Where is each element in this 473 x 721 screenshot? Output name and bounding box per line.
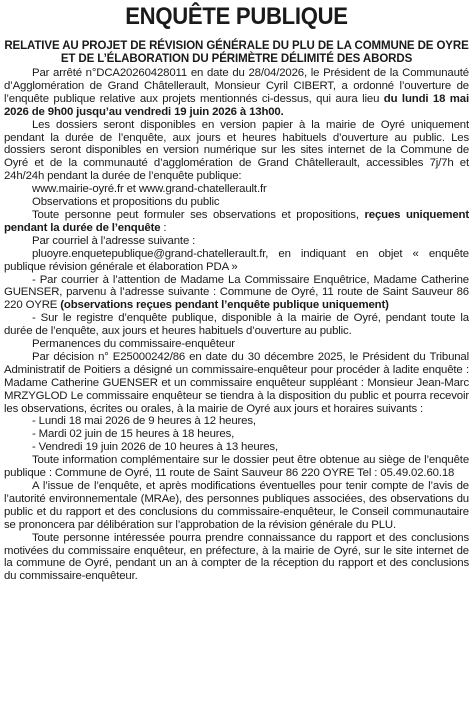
- email-address-paragraph: pluoyre.enquetepublique@grand-chatellerault.fr, en indiquant en objet « enquête publique révision générale et élaboration PDA »: [4, 247, 469, 273]
- paragraph-information: Toute information complémentaire sur le dossier peut être obtenue au siège de l’enquête publique : Commune de Oyré, 11 route de Saint Sauveur 86 220 OYRE Tel : 05.49.02.60.18: [4, 454, 469, 480]
- section-heading-permanences: Permanences du commissaire-enquêteur: [32, 338, 235, 351]
- courrier-text: - Par courrier à l’attention de Madame La Commissaire Enquêtrice, Madame Catherine GUENSER, parvenu à l’adresse suivante : Commune de Oyré, 11 route de Saint Sauveur 86 220 OYRE: [4, 273, 469, 312]
- observations-end: :: [160, 221, 167, 234]
- email-intro: Par courriel à l’adresse suivante :: [32, 234, 196, 247]
- paragraph-issue: A l’issue de l’enquête, et après modifications éventuelles pour tenir compte de l’avis de l’autorité environnementale (MRAe), des personnes publiques associées, des observations du public et du rapport et des conclusions du commissaire-enquêteur, le Conseil communautaire se prononcera par délibération sur l’approbation de la révision générale du PLU.: [4, 480, 469, 531]
- permanence-item: - Lundi 18 mai 2026 de 9 heures à 12 heures,: [32, 415, 256, 428]
- paragraph-courrier: [4, 274, 469, 313]
- permanence-item: - Mardi 02 juin de 15 heures à 18 heures,: [32, 428, 235, 441]
- observations-bold: reçues uniquement pendant la durée de l’enquête: [4, 208, 469, 234]
- paragraph-dossiers: Les dossiers seront disponibles en version papier à la mairie de Oyré uniquement pendant la durée de l’enquête, aux jours et heures habituels d’ouverture au public. Les dossiers seront disponibles en version numérique sur les sites internet de la Commune de Oyré et de la communauté d’agglomération de Grand Châtellerault, accessibles 7j/7h et 24h/24h pendant la durée de l’enquête publique:: [4, 118, 469, 183]
- paragraph-observations: [4, 209, 469, 235]
- arrete-text: Par arrêté n°DCA20260428011 en date du 28/04/2026, le Président de la Communauté d’Agglomération de Grand Châtellerault, Monsieur Cyril CIBERT, a ordonné l’ouverture de l’enquête publique relative aux projets mentionnés ci-dessus, qui aura lieu: [4, 67, 469, 105]
- permanence-item: - Vendredi 19 juin 2026 de 10 heures à 13 heures,: [32, 441, 278, 454]
- paragraph-consultation: Toute personne intéressée pourra prendre connaissance du rapport et des conclusions motivées du commissaire enquêteur, en préfecture, à la mairie de Oyré, sur le site internet de la commune de Oyré, pendant un an à compter de la réception du rapport et des conclusions du commissaire-enquêteur.: [4, 531, 469, 583]
- paragraph-registre: - Sur le registre d’enquête publique, disponible à la mairie de Oyré, pendant toute la durée de l’enquête, aux jours et heures habituels d’ouverture au public.: [4, 312, 469, 338]
- enquete-dates: du lundi 18 mai 2026 de 9h00 jusqu’au vendredi 19 juin 2026 à 13h00.: [4, 92, 469, 118]
- notice-title: ENQUÊTE PUBLIQUE: [125, 3, 348, 30]
- paragraph-decision: Par décision n° E25000242/86 en date du 30 décembre 2025, le Président du Tribunal Administratif de Poitiers a désigné un commissaire-enquêteur pour procéder à ladite enquête : Madame Catherine GUENSER et un commissaire enquêteur suppléant : Monsieur Jean-Marc MRZYGLOD Le commissaire enquêteur se tiendra à la disposition du public et pourra recevoir les observations, écrites ou orales, à la mairie de Oyré aux jours et horaires suivants :: [4, 350, 469, 415]
- website-links: www.mairie-oyré.fr et www.grand-chatellerault.fr: [32, 183, 267, 196]
- section-heading-observations: Observations et propositions du public: [32, 196, 220, 209]
- notice-subtitle: RELATIVE AU PROJET DE RÉVISION GÉNÉRALE DU PLU DE LA COMMUNE DE OYRE ET DE L’ÉLABORATION DU PÉRIMÈTRE DÉLIMITÉ DES ABORDS: [4, 40, 469, 65]
- observations-text: Toute personne peut formuler ses observations et propositions,: [32, 208, 365, 221]
- courrier-bold: (observations reçues pendant l’enquête publique uniquement): [60, 299, 389, 312]
- paragraph-arrete: [4, 67, 469, 119]
